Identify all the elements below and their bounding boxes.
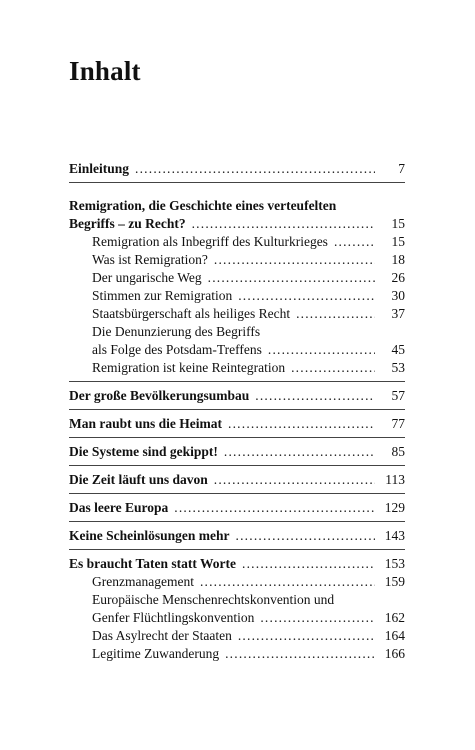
toc-entry-page: 143	[384, 528, 405, 543]
toc-subentry[interactable]	[69, 233, 405, 251]
toc-subentry[interactable]	[69, 287, 405, 305]
section-divider	[69, 493, 405, 494]
section-divider	[69, 437, 405, 438]
toc-entry-label: Einleitung	[69, 161, 130, 176]
toc-entry-page: 153	[384, 556, 405, 571]
toc-entry-zeit[interactable]	[69, 471, 405, 489]
toc-subentry-line1[interactable]	[69, 591, 405, 609]
toc-entry-label: als Folge des Potsdam-Treffens	[92, 342, 262, 357]
toc-subentry[interactable]	[69, 341, 405, 359]
toc-entry-label: Grenzmanagement	[92, 574, 194, 589]
toc-entry-label: Remigration ist keine Reintegration	[92, 360, 286, 375]
dot-leader	[260, 609, 375, 627]
toc-entry-page: 53	[391, 360, 405, 375]
toc-entry-label: Was ist Remigration?	[92, 252, 208, 267]
dot-leader	[236, 527, 375, 545]
toc-subentry[interactable]	[69, 305, 405, 323]
section-divider	[69, 381, 405, 382]
toc-subentry-line1[interactable]	[69, 323, 405, 341]
toc-entry-label: Legitime Zuwanderung	[92, 646, 220, 661]
section-divider	[69, 409, 405, 410]
toc-entry-label: Stimmen zur Remigration	[92, 288, 233, 303]
toc-entry-page: 15	[391, 216, 405, 231]
toc-subentry[interactable]	[69, 609, 405, 627]
dot-leader	[228, 415, 375, 433]
toc-entry-remigration-line1[interactable]	[69, 197, 405, 215]
toc-entry-einleitung[interactable]	[69, 160, 405, 178]
dot-leader	[224, 443, 375, 461]
toc-entry-label: Die Systeme sind gekippt!	[69, 444, 218, 459]
toc-entry-label: Man raubt uns die Heimat	[69, 416, 223, 431]
dot-leader	[255, 387, 375, 405]
section-divider	[69, 549, 405, 550]
dot-leader	[225, 645, 375, 663]
toc-entry-label: Remigration als Inbegriff des Kulturkrieges	[92, 234, 328, 249]
dot-leader	[238, 287, 375, 305]
dot-leader	[135, 160, 375, 178]
toc-subentry[interactable]	[69, 645, 405, 663]
toc-entry-page: 113	[385, 472, 405, 487]
toc-entry-label: Europäische Menschenrechtskonvention und	[92, 592, 335, 607]
toc-entry-label: Keine Scheinlösungen mehr	[69, 528, 230, 543]
toc-entry-page: 164	[384, 628, 405, 643]
toc-entry-label: Das Asylrecht der Staaten	[92, 628, 232, 643]
toc-entry-page: 18	[391, 252, 405, 267]
toc-entry-page: 26	[391, 270, 405, 285]
table-of-contents	[69, 160, 405, 663]
section-divider	[69, 521, 405, 522]
dot-leader	[334, 233, 375, 251]
dot-leader	[214, 471, 375, 489]
toc-entry-page: 77	[391, 416, 405, 431]
page-title: Inhalt	[69, 56, 141, 86]
toc-entry-systeme[interactable]	[69, 443, 405, 461]
toc-entry-label: Begriffs – zu Recht?	[69, 216, 186, 231]
toc-subentry[interactable]	[69, 251, 405, 269]
dot-leader	[214, 251, 375, 269]
toc-subentry[interactable]	[69, 269, 405, 287]
toc-entry-page: 7	[398, 161, 405, 176]
toc-entry-taten[interactable]	[69, 555, 405, 573]
toc-entry-label: Die Zeit läuft uns davon	[69, 472, 208, 487]
toc-entry-label: Die Denunzierung des Begriffs	[92, 324, 261, 339]
toc-entry-page: 15	[391, 234, 405, 249]
toc-entry-label: Das leere Europa	[69, 500, 169, 515]
toc-entry-europa[interactable]	[69, 499, 405, 517]
toc-entry-page: 162	[384, 610, 405, 625]
dot-leader	[208, 269, 375, 287]
toc-entry-page: 37	[391, 306, 405, 321]
toc-entry-page: 159	[384, 574, 405, 589]
dot-leader	[192, 215, 375, 233]
toc-entry-bevoelkerungsumbau[interactable]	[69, 387, 405, 405]
toc-entry-label: Der ungarische Weg	[92, 270, 202, 285]
toc-entry-label: Genfer Flüchtlingskonvention	[92, 610, 255, 625]
dot-leader	[268, 341, 375, 359]
toc-subentry[interactable]	[69, 573, 405, 591]
dot-leader	[242, 555, 375, 573]
toc-entry-page: 30	[391, 288, 405, 303]
section-divider	[69, 182, 405, 183]
dot-leader	[238, 627, 375, 645]
toc-entry-page: 45	[391, 342, 405, 357]
dot-leader	[291, 359, 375, 377]
dot-leader	[174, 499, 375, 517]
toc-subentry[interactable]	[69, 359, 405, 377]
toc-entry-label: Der große Bevölkerungsumbau	[69, 388, 250, 403]
toc-entry-label: Remigration, die Geschichte eines verteufelten	[69, 198, 337, 213]
toc-subentry[interactable]	[69, 627, 405, 645]
toc-entry-page: 129	[384, 500, 405, 515]
toc-entry-page: 57	[391, 388, 405, 403]
toc-entry-page: 85	[391, 444, 405, 459]
toc-entry-page: 166	[384, 646, 405, 661]
section-divider	[69, 465, 405, 466]
dot-leader	[200, 573, 375, 591]
toc-entry-heimat[interactable]	[69, 415, 405, 433]
dot-leader	[296, 305, 375, 323]
toc-entry-remigration[interactable]	[69, 215, 405, 233]
toc-entry-scheinloesungen[interactable]	[69, 527, 405, 545]
toc-entry-label: Es braucht Taten statt Worte	[69, 556, 237, 571]
toc-entry-label: Staatsbürgerschaft als heiliges Recht	[92, 306, 291, 321]
